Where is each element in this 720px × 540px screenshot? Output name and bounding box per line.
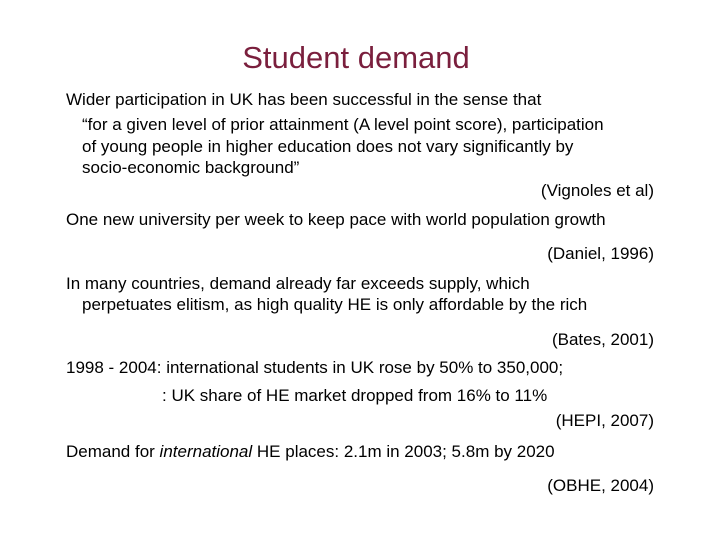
point-1-quote-line-3: socio-economic background”	[82, 158, 300, 177]
point-1-quote-line-1: “for a given level of prior attainment (A level point score), participation	[82, 115, 604, 134]
point-5-text	[66, 441, 656, 463]
point-5-citation: (OBHE, 2004)	[547, 476, 654, 495]
point-2-citation: (Daniel, 1996)	[547, 244, 654, 263]
point-4-text-line-2: : UK share of HE market dropped from 16% to 11%	[162, 386, 548, 405]
point-1-text: Wider participation in UK has been successful in the sense that	[66, 90, 542, 109]
point-5-suffix: HE places: 2.1m in 2003; 5.8m by 2020	[252, 442, 555, 461]
point-3-citation: (Bates, 2001)	[551, 330, 654, 349]
point-1-quote-line-2: of young people in higher education does not vary significantly by	[82, 137, 574, 156]
point-3-text-line-2: perpetuates elitism, as high quality HE is only affordable by the rich	[82, 295, 588, 314]
point-1-citation: (Vignoles et al)	[540, 181, 654, 200]
point-4-citation: (HEPI, 2007)	[555, 411, 654, 430]
point-2-text: One new university per week to keep pace with world population growth	[66, 210, 606, 229]
point-3-text-line-1: In many countries, demand already far exceeds supply, which	[66, 274, 530, 293]
point-5-emphasis: international	[159, 442, 253, 461]
slide-title: Student demand	[242, 40, 470, 75]
point-5-prefix: Demand for	[66, 442, 160, 461]
point-4-text-line-1: 1998 - 2004: international students in UK rose by 50% to 350,000;	[66, 358, 564, 377]
